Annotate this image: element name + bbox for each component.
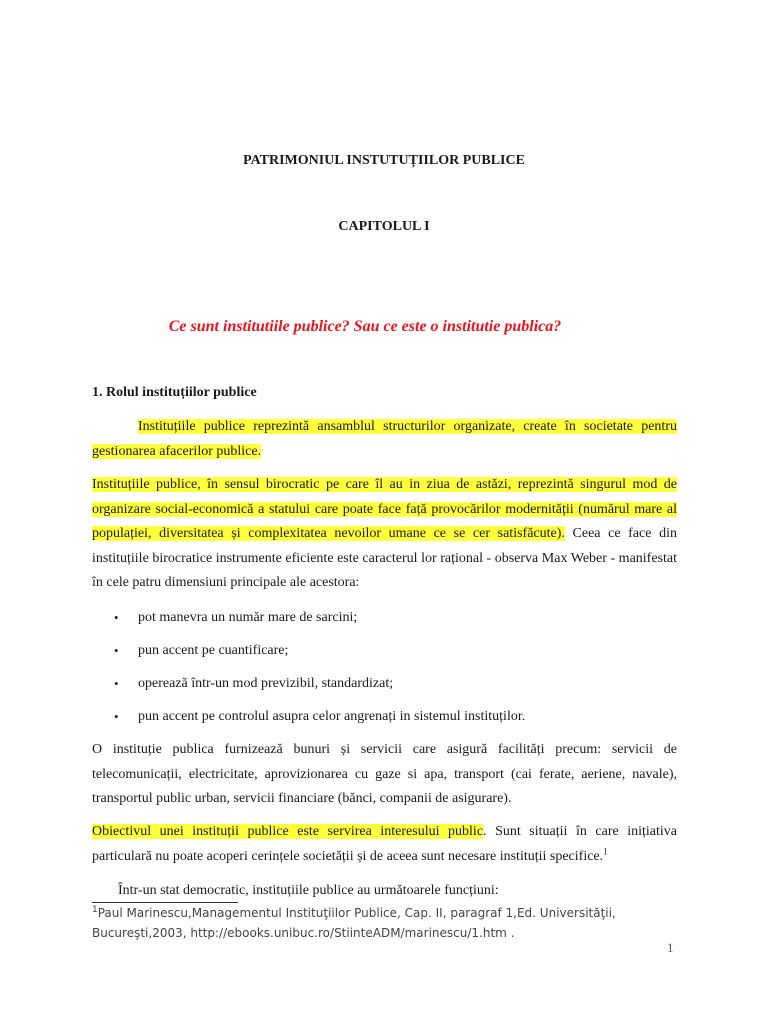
paragraph-3: O instituție publica furnizează bunuri și servicii care asigură facilități precum: servicii de telecomunicații, electricitate, aprovizionarea cu gaze si apa, transport (cai ferate, aeriene, navale), transportul public urban, servicii financiare (bănci, companii de asigurare).: [92, 742, 677, 806]
paragraph-5: Într-un stat democratic, instituțiile publice au următoarele funcțiuni:: [118, 883, 499, 898]
paragraph-text: . Sunt situații în care inițiativa particulară nu poate acoperi cerințele societății și de aceea sunt necesare instituții specifice.: [92, 824, 678, 864]
paragraph-text: Ceea ce face din instituțiile birocratice instrumente eficiente este caracterul lor rațional - observa Max Weber - manifestat în cele patru dimensiuni principale ale acestora:: [92, 526, 677, 590]
list-item-text: pun accent pe cuantificare;: [138, 643, 289, 658]
bullet-icon: •: [114, 643, 119, 658]
footnote-text: Paul Marinescu,Managementul Instituţiilor Publice, Cap. II, paragraf 1,Ed. Universităţii, Bucureşti,2003, http://ebooks.unibuc.ro/StiinteADM/marinescu/1.htm .: [92, 906, 616, 940]
list-item: [92, 639, 677, 672]
paragraph-2: [92, 473, 677, 596]
paragraph-4: [92, 820, 677, 869]
highlighted-text: Instituțiile publice reprezintă ansamblul structurilor organizate, create în societate pentru gestionarea afacerilor publice.: [92, 419, 677, 459]
bullet-icon: •: [114, 709, 119, 724]
section-heading: 1. Rolul instituțiilor publice: [92, 385, 257, 400]
page-number: 1: [667, 940, 674, 955]
highlighted-text: Obiectivul unei instituții publice este servirea interesului public: [92, 824, 484, 839]
list-item: [92, 606, 677, 639]
chapter-heading: CAPITOLUL I: [338, 219, 430, 234]
footnote-reference[interactable]: 1: [603, 845, 608, 856]
highlighted-text: Instituțiile publice, în sensul birocratic pe care îl au in ziua de astăzi, reprezintă singurul mod de organizare social-economică a statului care poate face față provocărilor modernității (numărul mare al populației, diversitatea și complexitatea nevoilor umane ce se cer satisfăcute).: [92, 477, 677, 541]
paragraph-1: [92, 415, 677, 464]
list-item-text: operează într-un mod previzibil, standardizat;: [138, 676, 394, 691]
bullet-list: [92, 606, 677, 738]
list-item-text: pot manevra un număr mare de sarcini;: [138, 610, 358, 625]
footnote-marker: 1: [92, 905, 98, 915]
question-heading: Ce sunt institutiile publice? Sau ce este o institutie publica?: [168, 318, 562, 335]
list-item: [92, 705, 677, 738]
bullet-icon: •: [114, 676, 119, 691]
list-item-text: pun accent pe controlul asupra celor angrenați in sistemul instituților.: [138, 709, 526, 724]
bullet-icon: •: [114, 610, 119, 625]
document-title: PATRIMONIUL INSTUTUȚIILOR PUBLICE: [243, 153, 525, 168]
list-item: [92, 672, 677, 705]
footnote: [92, 903, 692, 943]
